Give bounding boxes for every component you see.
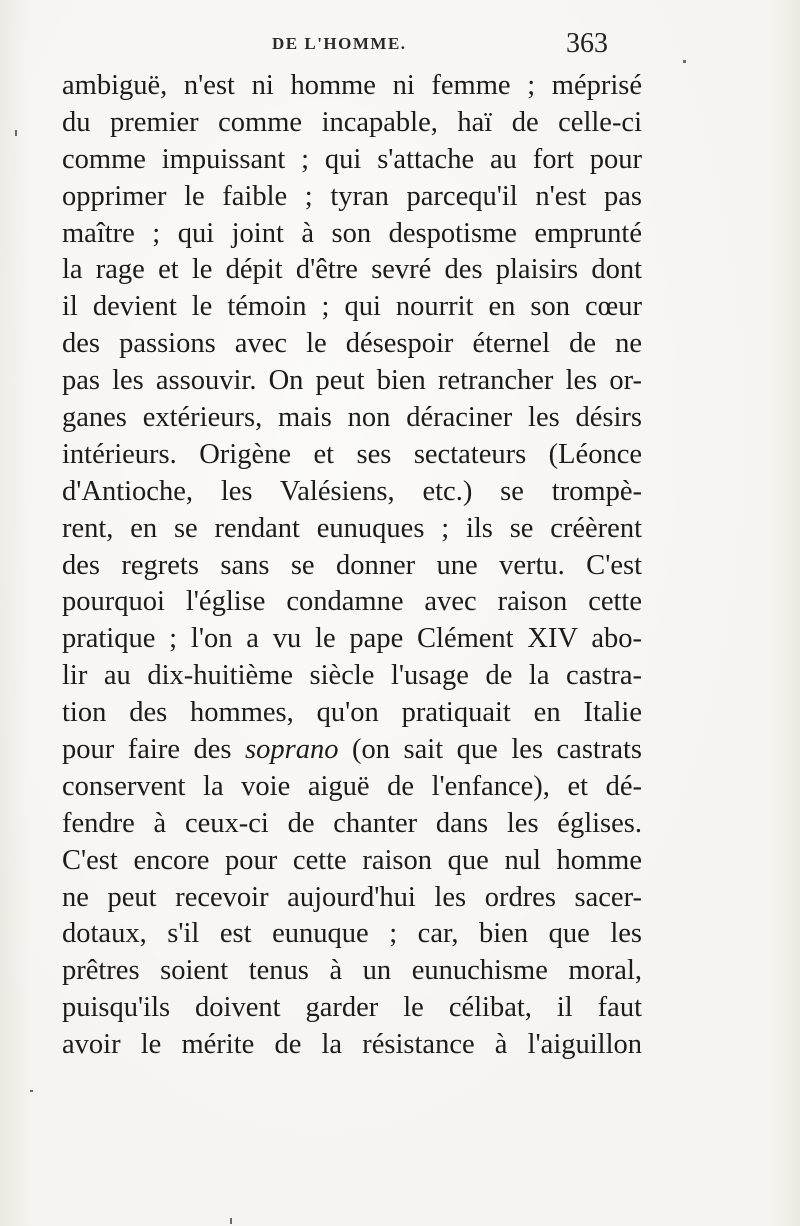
text-line: prêtres soient tenus à un eunuchisme moral, [62,955,642,987]
text-line: pourquoi l'église condamne avec raison cette [62,586,642,618]
ink-speck [230,1218,232,1224]
text-line: conservent la voie aiguë de l'enfance), et dé- [62,770,642,802]
text-line: intérieurs. Origène et ses sectateurs (Léonce [62,438,642,470]
text-line: pas les assouvir. On peut bien retrancher les or- [62,365,642,397]
text-line: fendre à ceux-ci de chanter dans les églises. [62,807,642,839]
text-line: pratique ; l'on a vu le pape Clément XIV abo- [62,623,642,655]
text-line: d'Antioche, les Valésiens, etc.) se trompè- [62,475,642,507]
text-line: maître ; qui joint à son despotisme emprunté [62,217,642,249]
text-line: tion des hommes, qu'on pratiquait en Italie [62,697,642,729]
text-line: rent, en se rendant eunuques ; ils se créèrent [62,512,642,544]
text-line: opprimer le faible ; tyran parcequ'il n'est pas [62,180,642,212]
text-line: avoir le mérite de la résistance à l'aiguillon [62,1029,642,1061]
text-line: du premier comme incapable, haï de celle-ci [62,106,642,138]
text-line: ambiguë, n'est ni homme ni femme ; méprisé [62,70,642,101]
text-line: C'est encore pour cette raison que nul homme [62,844,642,876]
body-text [62,68,642,1064]
text-line: comme impuissant ; qui s'attache au fort pour [62,143,642,175]
ink-speck [15,130,17,136]
running-head-title: DE L'HOMME. [272,34,407,53]
ink-speck [683,60,686,63]
text-line: ne peut recevoir aujourd'hui les ordres sacer- [62,881,642,913]
text-line: puisqu'ils doivent garder le célibat, il faut [62,992,642,1024]
text-line: dotaux, s'il est eunuque ; car, bien que les [62,918,642,950]
text-line: il devient le témoin ; qui nourrit en son cœur [62,291,642,323]
ink-speck [30,1090,33,1092]
text-line: la rage et le dépit d'être sevré des plaisirs dont [62,254,642,286]
text-line: ganes extérieurs, mais non déraciner les désirs [62,402,642,434]
page-number: 363 [566,28,608,59]
italic-phrase: soprano [245,734,339,766]
text-line: des passions avec le désespoir éternel de ne [62,328,642,360]
running-head [0,28,800,64]
text-line-italic: pour faire des soprano (on sait que les castrats [62,734,642,766]
text-line: des regrets sans se donner une vertu. C'est [62,549,642,581]
text-line: lir au dix-huitième siècle l'usage de la castra- [62,660,642,692]
